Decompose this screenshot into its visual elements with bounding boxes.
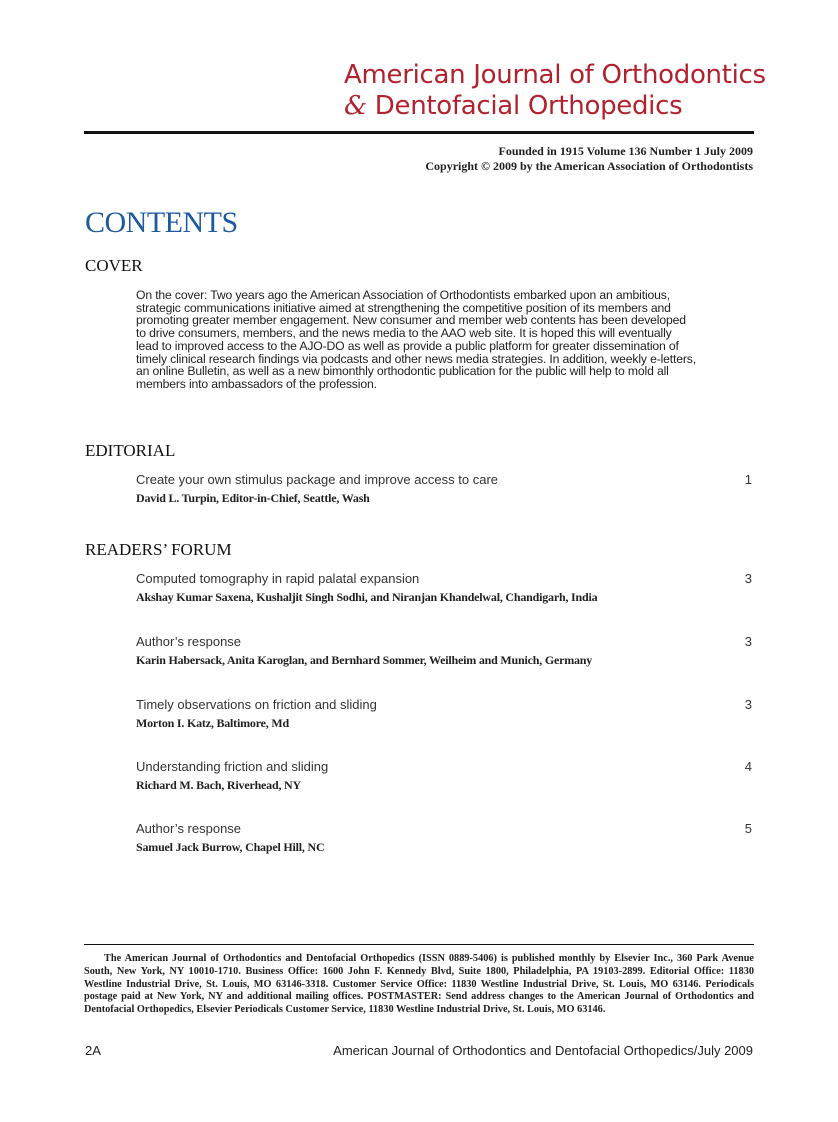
copyright-line: Copyright © 2009 by the American Association of Orthodontists [425,159,753,173]
page-number: 3 [744,571,752,586]
article-authors: Morton I. Katz, Baltimore, Md [136,716,289,730]
issue-line: Founded in 1915 Volume 136 Number 1 July 2009 [498,144,753,158]
toc-entry[interactable] [136,571,754,605]
masthead-line-1: American Journal of Orthodontics [344,60,766,90]
section-heading-readers-forum: READERS’ FORUM [85,540,232,559]
page-title: CONTENTS [85,206,238,239]
article-authors: Samuel Jack Burrow, Chapel Hill, NC [136,840,325,854]
article-title[interactable]: Understanding friction and sliding [136,759,329,774]
masthead-line-2-text: Dentofacial Orthopedics [366,91,683,121]
article-authors: Karin Habersack, Anita Karoglan, and Bernhard Sommer, Weilheim and Munich, Germany [136,653,593,667]
running-footer: American Journal of Orthodontics and Dentofacial Orthopedics/July 2009 [333,1043,753,1058]
page-folio: 2A [85,1043,101,1058]
section-heading-cover: COVER [85,256,143,275]
article-title[interactable]: Create your own stimulus package and improve access to care [136,472,499,487]
cover-description: On the cover: Two years ago the American Association of Orthodontists embarked upon an ambitious, strategic communications initiative aimed at strengthening the competitive position of its members and promoting greater member engagement. New consumer and member web contents has been developed to drive consumers, members, and the news media to the AAO web site. It is hoped this will eventually lead to improved access to the AJO-DO as well as provide a public platform for greater dissemination of timely clinical research findings via podcasts and other news media strategies. In addition, weekly e-letters, an online Bulletin, as well as a new bimonthly orthodontic publication for the public will help to mold all members into ambassadors of the profession. [136,288,696,391]
toc-entry[interactable] [136,472,754,506]
page-number: 5 [744,821,752,836]
toc-entry[interactable] [136,821,754,855]
toc-entry[interactable] [136,759,754,793]
article-authors: Akshay Kumar Saxena, Kushaljit Singh Sodhi, and Niranjan Khandelwal, Chandigarh, India [136,590,598,604]
article-title[interactable]: Author’s response [136,634,242,649]
publisher-statement: The American Journal of Orthodontics and Dentofacial Orthopedics (ISSN 0889-5406) is published monthly by Elsevier Inc., 360 Park Avenue South, New York, NY 10010-1710. Business Office: 1600 John F. Kennedy Blvd, Suite 1800, Philadelphia, PA 19103-2899. Editorial Office: 11830 Westline Industrial Drive, St. Louis, MO 63146-3318. Customer Service Office: 11830 Westline Industrial Drive, St. Louis, MO 63146. Periodicals postage paid at New York, NY and additional mailing offices. POSTMASTER: Send address changes to the American Journal of Orthodontics and Dentofacial Orthopedics, Elsevier Periodicals Customer Service, 11830 Westline Industrial Drive, St. Louis, MO 63146. [84,953,754,1016]
page-number: 1 [744,472,752,487]
page-number: 3 [744,697,752,712]
header-rule [84,131,754,134]
page-number: 4 [744,759,752,774]
article-authors: David L. Turpin, Editor-in-Chief, Seattle, Wash [136,491,370,505]
article-title[interactable]: Timely observations on friction and sliding [136,697,377,712]
article-title[interactable]: Author’s response [136,821,242,836]
toc-entry[interactable] [136,697,754,731]
footer-rule [84,944,754,945]
article-title[interactable]: Computed tomography in rapid palatal expansion [136,571,420,586]
section-heading-editorial: EDITORIAL [85,441,176,460]
issue-info [425,144,753,174]
masthead-line-2 [344,91,682,121]
toc-entry[interactable] [136,634,754,668]
article-authors: Richard M. Bach, Riverhead, NY [136,778,301,792]
page-number: 3 [744,634,752,649]
ampersand-glyph: & [344,91,367,121]
